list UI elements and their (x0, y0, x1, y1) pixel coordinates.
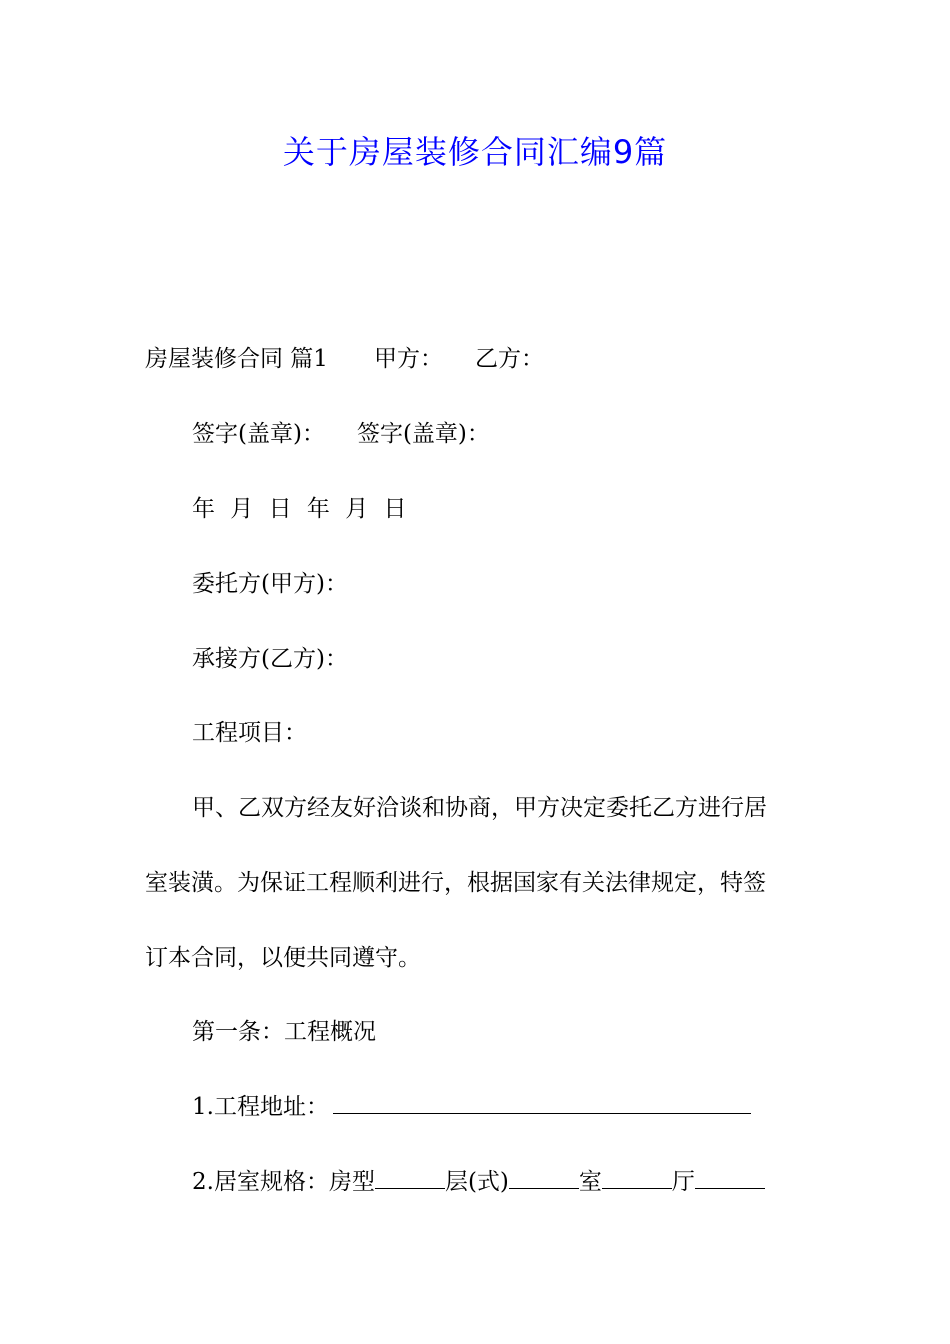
sign-a-label: 签字(盖章)： (192, 421, 325, 447)
section-label: 房屋装修合同 篇1 (145, 346, 328, 372)
date-line: 年 月 日 年 月 日 (192, 496, 411, 522)
project-label: 工程项目： (192, 720, 307, 746)
document-title: 关于房屋装修合同汇编9篇 (282, 133, 668, 171)
client-label: 委托方(甲方)： (192, 571, 348, 597)
spec-room-blank[interactable] (602, 1166, 672, 1189)
contractor-label: 承接方(乙方)： (192, 646, 348, 672)
spec-floor-label: 层(式) (444, 1169, 509, 1195)
intro-paragraph-line-2: 室装潢。为保证工程顺利进行，根据国家有关法律规定，特签 (145, 870, 766, 896)
spec-room-label: 室 (578, 1169, 602, 1195)
spec-hall-label: 厅 (671, 1169, 695, 1195)
intro-paragraph-line-1: 甲、乙双方经友好洽谈和协商，甲方决定委托乙方进行居 (192, 795, 767, 821)
spec-hall-blank[interactable] (695, 1166, 765, 1189)
sign-b-label: 签字(盖章)： (356, 421, 490, 447)
spec-floor-blank[interactable] (509, 1166, 579, 1189)
address-blank[interactable] (333, 1091, 751, 1114)
party-a-label: 甲方： (373, 346, 443, 372)
heading-line (145, 343, 544, 375)
spec-label: 2.居室规格：房型 (192, 1169, 375, 1195)
spec-line (192, 1166, 765, 1198)
address-line (192, 1091, 751, 1123)
address-label: 1.工程地址： (192, 1094, 329, 1120)
intro-paragraph-line-3: 订本合同，以便共同遵守。 (145, 945, 421, 971)
party-b-label: 乙方： (474, 346, 544, 372)
sign-line (192, 418, 490, 450)
spec-type-blank[interactable] (375, 1166, 445, 1189)
article-1-heading: 第一条：工程概况 (192, 1019, 376, 1045)
